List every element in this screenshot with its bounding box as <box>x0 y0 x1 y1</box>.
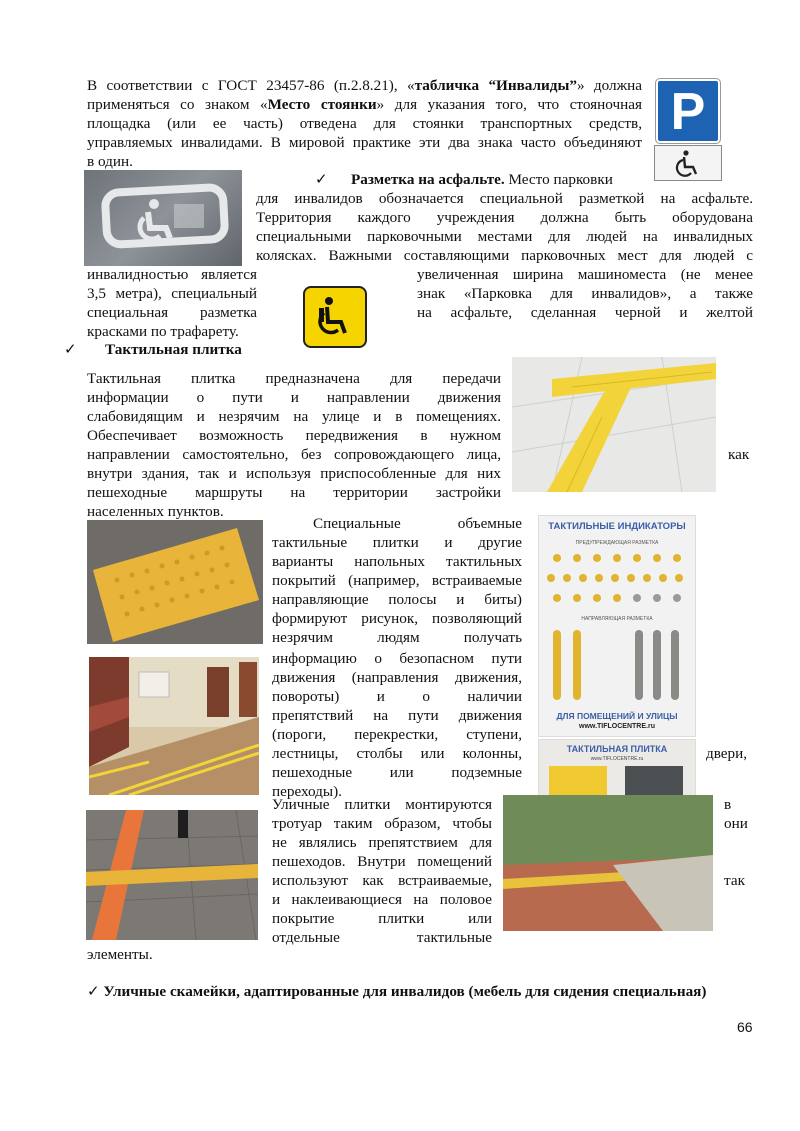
tactile-check-icon: ✓ <box>64 341 77 358</box>
marking-right-2: знак «Парковка для инвалидов», а также <box>417 285 753 302</box>
tiles-poster-url: www.TIFLOCENTRE.ru <box>590 756 644 762</box>
tactile-p2-line-1: Специальные объемные <box>313 515 522 532</box>
marking-left-2: 3,5 метра), специальный <box>87 285 257 302</box>
tactile-p2-line-15: переходы). <box>272 783 342 800</box>
marking-line-2: для инвалидов обозначается специальной разметкой на асфальте. <box>256 190 753 207</box>
tactile-heading: Тактильная плитка <box>105 341 242 358</box>
tactile-p2-line-4: покрытий (например, встраиваемые <box>272 572 522 589</box>
marking-heading-line: Разметка на асфальте. Место парковки <box>351 171 613 188</box>
yellow-tile-dots <box>87 520 263 644</box>
tactile-p3-line-2-end: они <box>724 815 748 832</box>
wheelchair-icon <box>305 288 365 346</box>
yellow-tile-photo <box>87 520 263 644</box>
tactile-p1-line-5-end: как <box>728 446 750 463</box>
tactile-tile-t-photo <box>512 357 716 492</box>
poster-studs <box>539 548 695 624</box>
marking-left-3: специальная разметка <box>87 304 257 321</box>
tactile-p2-line-13: лестницы, столбы или колонны, <box>272 745 522 762</box>
street-scene <box>503 795 713 931</box>
poster-subtitle-guide: НАПРАВЛЯЮЩАЯ РАЗМЕТКА <box>581 616 653 622</box>
parking-letter: P <box>656 79 720 143</box>
tactile-p1-line-8: населенных пунктов. <box>87 503 224 520</box>
benches-heading: Уличные скамейки, адаптированные для инвалидов (мебель для сидения специальная) <box>103 983 707 1000</box>
parking-marking-photo <box>84 170 242 266</box>
tactile-p3-line-6: и наклеивающиеся на половое <box>272 891 492 908</box>
tactile-p1-line-4: Обеспечивает возможность передвижения в нужном <box>87 427 501 444</box>
poster-subtitle-warning: ПРЕДУПРЕЖДАЮЩАЯ РАЗМЕТКА <box>575 540 659 546</box>
marking-right-1: увеличенная ширина машиноместа (не менее <box>417 266 753 283</box>
intro-line-5: в один. <box>87 153 133 170</box>
benches-check-icon: ✓ <box>87 983 100 1000</box>
tactile-p3-line-8: отдельные тактильные <box>272 929 492 946</box>
marking-line-3: Территория каждого учреждения должна быть оборудована <box>256 209 753 226</box>
tactile-p2-line-7: незрячим людям получать <box>272 629 522 646</box>
corridor-photo <box>89 657 259 795</box>
tactile-t-path <box>512 357 716 492</box>
marking-check-icon: ✓ <box>315 171 328 188</box>
tactile-p2-line-5: направляющие полосы и биты) <box>272 591 522 608</box>
tactile-p2-line-3: варианты напольных тактильных <box>272 553 522 570</box>
asphalt-wheelchair-marking <box>84 170 242 266</box>
poster-url: www.TIFLOCENTRE.ru <box>579 723 655 730</box>
corridor-scene <box>89 657 259 795</box>
poster-footer: ДЛЯ ПОМЕЩЕНИЙ И УЛИЦЫ <box>556 711 678 721</box>
tactile-p3-line-2: тротуар таким образом, чтобы <box>272 815 492 832</box>
tactile-p2-line-8: информацию о безопасном пути <box>272 650 522 667</box>
tactile-p3-line-3: не являлись препятствием для <box>272 834 492 851</box>
parking-sign <box>656 79 720 143</box>
tactile-p1-line-1: Тактильная плитка предназначена для передачи <box>87 370 501 387</box>
tactile-p1-line-6: внутри здания, так и используя приспособленные для них <box>87 465 501 482</box>
tactile-p2-line-9: движения (направления движения, <box>272 669 522 686</box>
tiles-poster-title: ТАКТИЛЬНАЯ ПЛИТКА <box>566 744 668 754</box>
wheelchair-icon <box>655 146 721 180</box>
poster-bars <box>539 626 695 706</box>
page-number: 66 <box>737 1019 753 1035</box>
intro-paragraph <box>87 76 642 171</box>
tactile-p3-line-5: используют как встраиваемые, <box>272 872 492 889</box>
tactile-indicators-poster <box>538 515 696 737</box>
poster-title: ТАКТИЛЬНЫЕ ИНДИКАТОРЫ <box>548 521 686 532</box>
tactile-p3-line-1: Уличные плитки монтируются <box>272 796 492 813</box>
tactile-p3-line-7: покрытие плитки или <box>272 910 492 927</box>
marking-left-4: красками по трафарету. <box>87 323 239 340</box>
tactile-p2-line-2: тактильные плитки и другие <box>272 534 522 551</box>
marking-left-1: инвалидностью является <box>87 266 257 283</box>
floor-stripes-photo <box>86 810 258 940</box>
intro-line-1: В соответствии с ГОСТ 23457-86 (п.2.8.21), «табличка “Инвалиды”» должна <box>87 77 642 94</box>
intro-line-3: площадка (или ее часть) отведена для стоянки транспортных средств, <box>87 115 642 132</box>
disabled-parking-sign <box>303 286 367 348</box>
marking-line-5: колясках. Важными составляющими парковочных мест для людей с <box>256 247 753 264</box>
street-tiles-photo <box>503 795 713 931</box>
wheelchair-plate <box>654 145 722 181</box>
tactile-p1-line-3: слабовидящим и незрячим на улице и в помещениях. <box>87 408 501 425</box>
intro-line-2: применяться со знаком «Место стоянки» для указания того, что стояночная <box>87 96 642 113</box>
tactile-p3-line-9: элементы. <box>87 946 153 963</box>
tactile-p1-line-5: направлении самостоятельно, без сопровождающего лица, <box>87 446 501 463</box>
tactile-p3-line-4: пешеходов. Внутри помещений <box>272 853 492 870</box>
benches-heading-line <box>87 982 706 1001</box>
tactile-p1-line-7: пешеходные маршруты на территории застройки <box>87 484 501 501</box>
tactile-p2-line-6: формируют рисунок, позволяющий <box>272 610 522 627</box>
tactile-p3-line-1-end: в <box>724 796 732 813</box>
intro-line-4: управляемых инвалидами. В мировой практике эти два знака часто объединяют <box>87 134 642 151</box>
tactile-p2-line-11: препятствий на пути движения <box>272 707 522 724</box>
floor-stripes-scene <box>86 810 258 940</box>
tactile-p3-line-5-end: так <box>724 872 745 889</box>
tactile-p2-line-12: (пороги, перекрестки, ступени, <box>272 726 522 743</box>
marking-right-3: на асфальте, сделанная черной и желтой <box>417 304 753 321</box>
marking-line-4: специальными парковочными местами для людей на инвалидных <box>256 228 753 245</box>
tactile-p2-line-13-end: двери, <box>706 745 748 762</box>
tactile-p2-line-10: повороты) и о наличии <box>272 688 522 705</box>
tactile-p2-line-14: пешеходные или подземные <box>272 764 522 781</box>
tactile-p1-line-2: информации о пути и направлении движения <box>87 389 501 406</box>
